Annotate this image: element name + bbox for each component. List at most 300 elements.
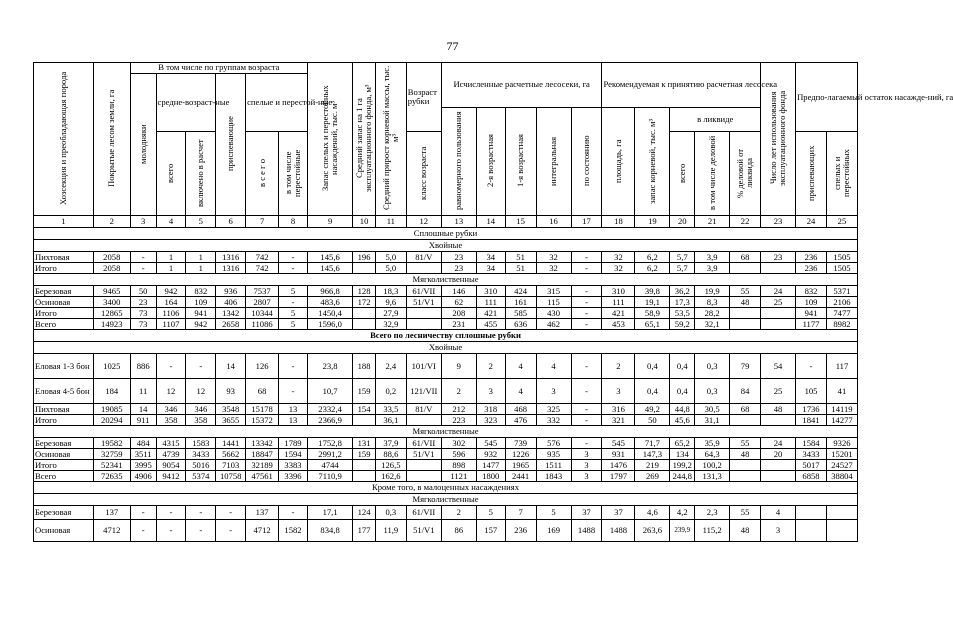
- table-cell: 898: [441, 460, 476, 471]
- table-cell: 321: [602, 415, 635, 426]
- table-cell: 24: [761, 286, 796, 297]
- table-cell: 4906: [130, 471, 156, 482]
- table-cell: 79: [730, 354, 761, 379]
- table-cell: 2,4: [375, 354, 406, 379]
- table-cell: [406, 319, 441, 330]
- table-cell: 931: [602, 449, 635, 460]
- col-species-header: Хозсекция и преобладающая порода: [57, 71, 68, 205]
- table-cell: 27,9: [375, 308, 406, 319]
- table-cell: 115: [536, 297, 571, 308]
- table-cell: 5016: [186, 460, 216, 471]
- table-cell: [761, 460, 796, 471]
- table-cell: 231: [441, 319, 476, 330]
- table-cell: 358: [186, 415, 216, 426]
- table-cell: 68: [730, 404, 761, 415]
- table-cell: 109: [186, 297, 216, 308]
- table-cell: 65,1: [635, 319, 670, 330]
- col-mid-incl-header: включено в расчет: [195, 138, 206, 207]
- age-groups-header: В том числе по группам возраста: [130, 63, 307, 74]
- table-cell: 596: [441, 449, 476, 460]
- table-cell: 832: [186, 286, 216, 297]
- table-cell: 421: [602, 308, 635, 319]
- table-cell: 8982: [826, 319, 857, 330]
- table-cell: 50: [130, 286, 156, 297]
- table-cell: [406, 471, 441, 482]
- table-cell: 25: [761, 379, 796, 404]
- row-label: Осиновая: [34, 449, 94, 460]
- table-cell: 81/V: [406, 252, 441, 263]
- table-cell: 4: [505, 354, 536, 379]
- table-cell: 421: [476, 308, 505, 319]
- table-cell: 3: [602, 379, 635, 404]
- table-cell: 325: [536, 404, 571, 415]
- table-cell: 1106: [156, 308, 186, 319]
- table-cell: 162,6: [375, 471, 406, 482]
- table-cell: -: [156, 520, 186, 542]
- table-cell: 23: [761, 252, 796, 263]
- col-number: 22: [730, 216, 761, 228]
- table-cell: [761, 308, 796, 319]
- table-cell: 5: [279, 319, 308, 330]
- table-cell: 310: [476, 286, 505, 297]
- table-cell: 1025: [93, 354, 130, 379]
- table-cell: 2058: [93, 252, 130, 263]
- age-cut-header: Возраст рубки: [406, 63, 441, 132]
- table-cell: 2: [602, 354, 635, 379]
- table-row: [34, 286, 858, 297]
- col-number: 16: [536, 216, 571, 228]
- table-cell: 3400: [93, 297, 130, 308]
- table-cell: 966,8: [307, 286, 352, 297]
- col-number: 9: [307, 216, 352, 228]
- table-cell: 269: [635, 471, 670, 482]
- table-cell: 24: [761, 438, 796, 449]
- table-cell: 742: [246, 252, 279, 263]
- table-cell: 51: [505, 252, 536, 263]
- table-cell: -: [156, 506, 186, 520]
- table-cell: 34: [476, 252, 505, 263]
- table-cell: 15201: [826, 449, 857, 460]
- section-row: [34, 482, 858, 494]
- table-row: [34, 506, 858, 520]
- table-cell: [761, 263, 796, 274]
- table-cell: 20: [761, 449, 796, 460]
- table-cell: 86: [441, 520, 476, 542]
- table-cell: 23: [441, 263, 476, 274]
- table-cell: 2441: [505, 471, 536, 482]
- col-number: 5: [186, 216, 216, 228]
- section-row: [34, 494, 858, 506]
- table-cell: 55: [730, 286, 761, 297]
- table-cell: -: [571, 263, 602, 274]
- table-cell: 100,2: [695, 460, 730, 471]
- col-age1-header: 1-я возрастная: [515, 134, 526, 187]
- table-cell: -: [796, 354, 827, 379]
- table-cell: 61/VII: [406, 286, 441, 297]
- table-cell: 1: [156, 263, 186, 274]
- table-cell: 4,2: [670, 506, 695, 520]
- table-cell: 1797: [602, 471, 635, 482]
- table-cell: 5,0: [375, 263, 406, 274]
- table-cell: 5: [279, 308, 308, 319]
- table-cell: 3433: [186, 449, 216, 460]
- row-label: Еловая 4-5 бон: [34, 379, 94, 404]
- table-cell: 23,8: [307, 354, 352, 379]
- col-number: 20: [670, 216, 695, 228]
- row-label: Итого: [34, 308, 94, 319]
- table-cell: 36,2: [670, 286, 695, 297]
- table-cell: 68: [246, 379, 279, 404]
- table-cell: 24527: [826, 460, 857, 471]
- table-cell: 832: [796, 286, 827, 297]
- table-cell: 4: [761, 506, 796, 520]
- table-cell: 20294: [93, 415, 130, 426]
- table-cell: 88,6: [375, 449, 406, 460]
- col-number: 17: [571, 216, 602, 228]
- row-label: Осиновая: [34, 520, 94, 542]
- table-cell: [796, 506, 827, 520]
- table-cell: 124: [353, 506, 376, 520]
- col-rem-premature-header: приспевающих: [805, 144, 816, 201]
- table-cell: 12: [156, 379, 186, 404]
- table-cell: 935: [536, 449, 571, 460]
- col-avg-stock-header: Средний запас на 1 га эксплуатационного фонда, м³: [354, 84, 374, 192]
- table-cell: 169: [536, 520, 571, 542]
- table-cell: 3383: [279, 460, 308, 471]
- table-cell: [353, 460, 376, 471]
- table-cell: 36,1: [375, 415, 406, 426]
- table-cell: 3433: [796, 449, 827, 460]
- table-cell: 19,1: [635, 297, 670, 308]
- table-cell: 18847: [246, 449, 279, 460]
- table-cell: 31,1: [695, 415, 730, 426]
- row-label: Пихтовая: [34, 252, 94, 263]
- table-cell: 223: [441, 415, 476, 426]
- col-age-class-header: класс возраста: [418, 145, 429, 200]
- table-cell: 50: [635, 415, 670, 426]
- table-cell: -: [156, 354, 186, 379]
- table-row: [34, 471, 858, 482]
- table-cell: 468: [505, 404, 536, 415]
- col-liq-total-header: всего: [676, 162, 687, 183]
- table-cell: 19582: [93, 438, 130, 449]
- table-cell: 6,2: [635, 252, 670, 263]
- col-years-header: Число лет использования эксплуатационного фонда: [768, 90, 788, 186]
- table-cell: 105: [796, 379, 827, 404]
- table-cell: 219: [635, 460, 670, 471]
- table-cell: 7477: [826, 308, 857, 319]
- table-cell: [353, 308, 376, 319]
- table-cell: 455: [476, 319, 505, 330]
- table-cell: 2,3: [695, 506, 730, 520]
- table-cell: -: [216, 506, 246, 520]
- col-overmature-header: в том числе перестойные: [282, 148, 302, 197]
- table-cell: 81/V: [406, 404, 441, 415]
- col-rem-mature-header: спелых и перестойных: [831, 148, 851, 197]
- rec-cut-header: Рекомендуемая к принятию расчетная лесосека: [602, 63, 761, 108]
- table-cell: 5: [536, 506, 571, 520]
- table-cell: 2991,2: [307, 449, 352, 460]
- table-cell: 4712: [246, 520, 279, 542]
- table-cell: -: [186, 354, 216, 379]
- col-age2-header: 2-я возрастная: [485, 134, 496, 187]
- col-number: 24: [796, 216, 827, 228]
- col-area-header: площадь, га: [612, 138, 623, 183]
- section-label: Мягколиственные: [34, 426, 858, 438]
- table-cell: 28,2: [695, 308, 730, 319]
- table-cell: [730, 308, 761, 319]
- table-cell: 64,3: [695, 449, 730, 460]
- table-cell: 1505: [826, 252, 857, 263]
- table-cell: 1736: [796, 404, 827, 415]
- table-cell: [406, 460, 441, 471]
- page-number: 77: [446, 39, 459, 53]
- table-cell: 1: [186, 252, 216, 263]
- table-cell: 358: [156, 415, 186, 426]
- table-cell: 0,2: [375, 379, 406, 404]
- table-cell: 61/VII: [406, 506, 441, 520]
- table-cell: 7103: [216, 460, 246, 471]
- table-cell: 1450,4: [307, 308, 352, 319]
- table-cell: [353, 319, 376, 330]
- table-row: [34, 297, 858, 308]
- row-label: Итого: [34, 415, 94, 426]
- table-cell: 941: [186, 308, 216, 319]
- table-cell: 739: [505, 438, 536, 449]
- table-cell: 5,0: [375, 252, 406, 263]
- section-row: [34, 228, 858, 240]
- table-cell: 236: [505, 520, 536, 542]
- table-cell: 9465: [93, 286, 130, 297]
- table-cell: 462: [536, 319, 571, 330]
- table-cell: 68: [730, 252, 761, 263]
- table-row: [34, 263, 858, 274]
- table-cell: 236: [796, 263, 827, 274]
- table-cell: 25: [761, 297, 796, 308]
- table-cell: 3: [571, 449, 602, 460]
- col-number: 18: [602, 216, 635, 228]
- row-label: Пихтовая: [34, 404, 94, 415]
- table-cell: -: [279, 252, 308, 263]
- table-cell: 236: [796, 252, 827, 263]
- table-cell: 37: [602, 506, 635, 520]
- table-cell: 14923: [93, 319, 130, 330]
- table-cell: 14: [130, 404, 156, 415]
- table-cell: 84: [730, 379, 761, 404]
- table-row: [34, 354, 858, 379]
- table-cell: 1841: [796, 415, 827, 426]
- col-number: 25: [826, 216, 857, 228]
- table-cell: -: [130, 520, 156, 542]
- table-cell: 1594: [279, 449, 308, 460]
- table-cell: 184: [93, 379, 130, 404]
- table-cell: 316: [602, 404, 635, 415]
- table-cell: -: [130, 506, 156, 520]
- table-cell: 51/V1: [406, 449, 441, 460]
- table-cell: 911: [130, 415, 156, 426]
- table-cell: 5017: [796, 460, 827, 471]
- table-cell: 51/V1: [406, 520, 441, 542]
- table-row: [34, 308, 858, 319]
- calc-cut-header: Исчисленные расчетные лесосеки, га: [441, 63, 602, 108]
- table-cell: 208: [441, 308, 476, 319]
- table-cell: 5374: [186, 471, 216, 482]
- table-cell: 2: [441, 379, 476, 404]
- mature-header: спелые и перестой-ные: [246, 74, 308, 132]
- col-number: 19: [635, 216, 670, 228]
- table-cell: 73: [130, 308, 156, 319]
- table-cell: 101/VI: [406, 354, 441, 379]
- section-row: [34, 330, 858, 342]
- table-cell: 346: [156, 404, 186, 415]
- table-cell: 9,6: [375, 297, 406, 308]
- table-cell: 1752,8: [307, 438, 352, 449]
- table-cell: 51/V1: [406, 297, 441, 308]
- table-cell: 14: [216, 354, 246, 379]
- section-label: Хвойные: [34, 342, 858, 354]
- table-cell: [730, 471, 761, 482]
- table-cell: 115,2: [695, 520, 730, 542]
- col-covered-header: Покрытые лесом земли, га: [106, 89, 117, 187]
- table-cell: 131,3: [695, 471, 730, 482]
- table-cell: 117: [826, 354, 857, 379]
- table-cell: 157: [476, 520, 505, 542]
- section-label: Всего по лесничеству сплошные рубки: [34, 330, 858, 342]
- col-number: 3: [130, 216, 156, 228]
- table-cell: -: [279, 354, 308, 379]
- col-number: 11: [375, 216, 406, 228]
- table-cell: 55: [730, 506, 761, 520]
- col-number: 8: [279, 216, 308, 228]
- table-cell: -: [130, 263, 156, 274]
- table-cell: -: [130, 252, 156, 263]
- table-cell: -: [571, 438, 602, 449]
- table-cell: 7: [505, 506, 536, 520]
- table-cell: 134: [670, 449, 695, 460]
- table-cell: 145,6: [307, 252, 352, 263]
- table-cell: 5: [279, 286, 308, 297]
- row-label: Итого: [34, 263, 94, 274]
- table-cell: 3: [571, 460, 602, 471]
- table-cell: 2658: [216, 319, 246, 330]
- table-cell: 742: [246, 263, 279, 274]
- table-cell: 3: [536, 379, 571, 404]
- table-cell: 1488: [571, 520, 602, 542]
- table-cell: 2: [441, 506, 476, 520]
- table-cell: 51: [505, 263, 536, 274]
- table-cell: 146: [441, 286, 476, 297]
- table-cell: 32: [536, 252, 571, 263]
- table-cell: 55: [730, 438, 761, 449]
- section-row: [34, 240, 858, 252]
- table-cell: 159: [353, 379, 376, 404]
- table-cell: 17,3: [670, 297, 695, 308]
- col-liq-business-header: в том числе деловой: [706, 135, 717, 210]
- table-cell: [730, 460, 761, 471]
- table-cell: 3995: [130, 460, 156, 471]
- table-cell: 2807: [246, 297, 279, 308]
- table-cell: 11,9: [375, 520, 406, 542]
- table-cell: 37,9: [375, 438, 406, 449]
- section-row: [34, 342, 858, 354]
- table-cell: 48: [730, 297, 761, 308]
- table-cell: 9: [441, 354, 476, 379]
- table-row: [34, 449, 858, 460]
- table-cell: 15372: [246, 415, 279, 426]
- table-cell: 263,6: [635, 520, 670, 542]
- table-cell: 14277: [826, 415, 857, 426]
- col-number: 13: [441, 216, 476, 228]
- col-mid-total-header: всего: [165, 162, 176, 183]
- table-cell: 484: [130, 438, 156, 449]
- table-cell: 131: [353, 438, 376, 449]
- table-cell: 58,9: [635, 308, 670, 319]
- table-cell: -: [571, 415, 602, 426]
- table-cell: 0,4: [670, 379, 695, 404]
- table-cell: 154: [353, 404, 376, 415]
- table-cell: 48: [730, 449, 761, 460]
- table-cell: 145,6: [307, 263, 352, 274]
- col-mature-total-header: в с е г о: [256, 158, 267, 187]
- table-cell: 62: [441, 297, 476, 308]
- table-cell: 453: [602, 319, 635, 330]
- table-cell: 1121: [441, 471, 476, 482]
- table-cell: 9054: [156, 460, 186, 471]
- table-cell: 1488: [602, 520, 635, 542]
- table-cell: [353, 263, 376, 274]
- table-cell: [406, 308, 441, 319]
- table-cell: 244,8: [670, 471, 695, 482]
- table-cell: [796, 520, 827, 542]
- row-label: Осиновая: [34, 297, 94, 308]
- table-cell: -: [571, 404, 602, 415]
- table-cell: 406: [216, 297, 246, 308]
- table-row: [34, 319, 858, 330]
- table-cell: 10758: [216, 471, 246, 482]
- table-cell: 1177: [796, 319, 827, 330]
- table-cell: -: [186, 506, 216, 520]
- table-cell: 1505: [826, 263, 857, 274]
- col-number: 2: [93, 216, 130, 228]
- table-cell: 636: [505, 319, 536, 330]
- row-label: Еловая 1-3 бон: [34, 354, 94, 379]
- row-label: Березовая: [34, 286, 94, 297]
- table-cell: 30,5: [695, 404, 730, 415]
- col-uniform-header: равномерного пользования: [453, 111, 464, 210]
- section-label: Мягколиственные: [34, 274, 858, 286]
- col-number: 12: [406, 216, 441, 228]
- table-cell: 44,8: [670, 404, 695, 415]
- table-cell: -: [571, 379, 602, 404]
- table-cell: 332: [536, 415, 571, 426]
- table-cell: 942: [156, 286, 186, 297]
- table-cell: -: [279, 297, 308, 308]
- table-cell: 3: [571, 471, 602, 482]
- table-cell: [730, 319, 761, 330]
- table-cell: 111: [602, 297, 635, 308]
- table-cell: 5,7: [670, 263, 695, 274]
- col-root-stock-header: запас корневой, тыс. м³: [646, 117, 657, 204]
- table-cell: 4744: [307, 460, 352, 471]
- col-number: 23: [761, 216, 796, 228]
- table-cell: 1476: [602, 460, 635, 471]
- table-cell: 35,9: [695, 438, 730, 449]
- table-cell: 3396: [279, 471, 308, 482]
- table-cell: 32: [602, 252, 635, 263]
- table-cell: 15178: [246, 404, 279, 415]
- table-cell: 19,9: [695, 286, 730, 297]
- table-cell: 52341: [93, 460, 130, 471]
